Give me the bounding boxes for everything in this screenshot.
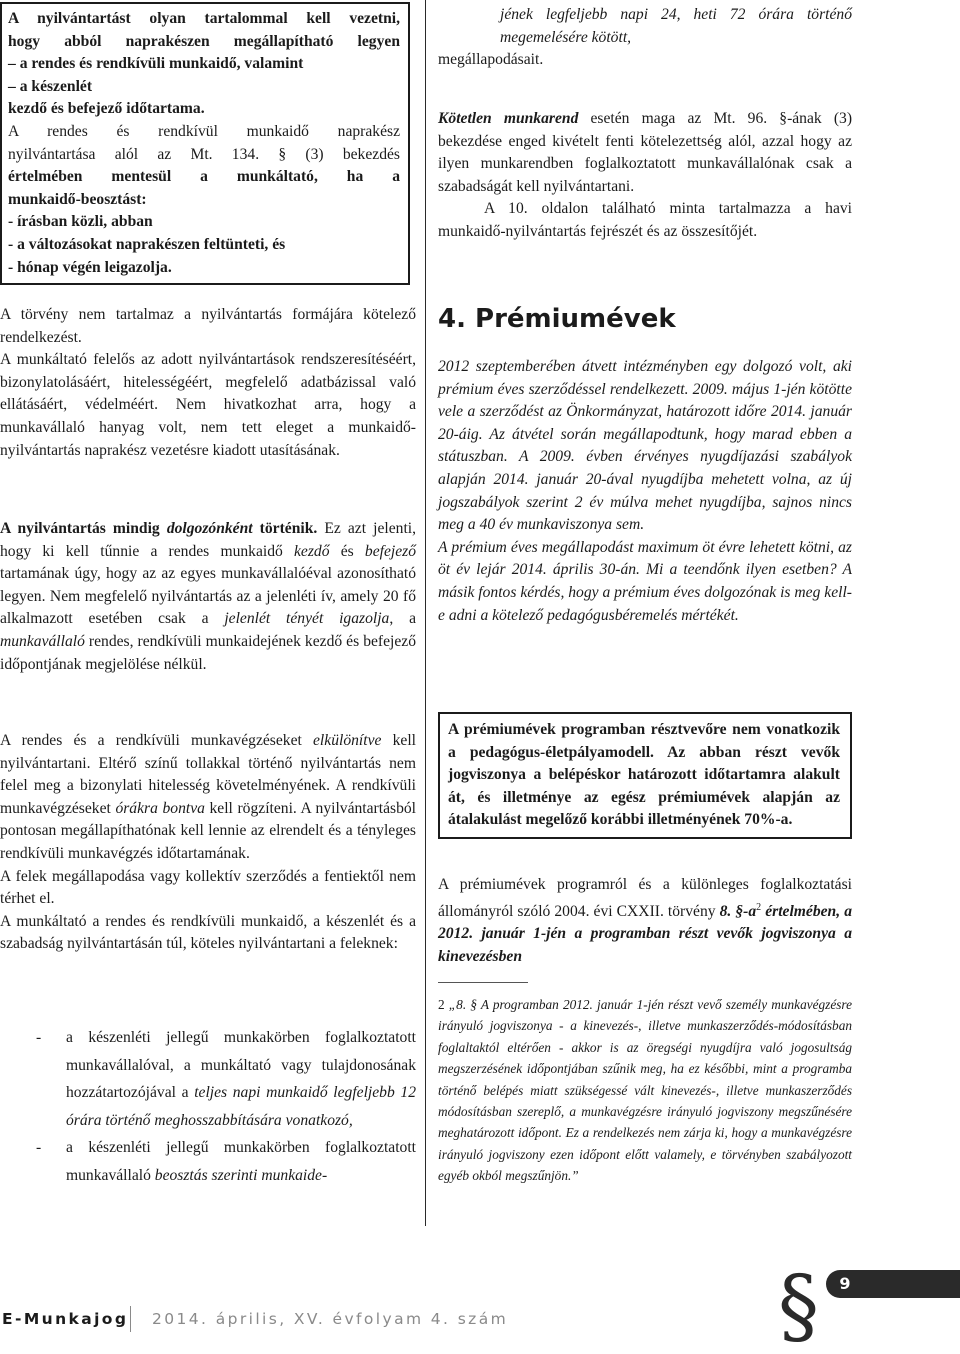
box-line: – a készenlét	[8, 77, 93, 95]
obligation-list	[0, 1024, 416, 1190]
summary-box	[0, 2, 410, 285]
box-line: – a rendes és rendkívüli munkaidő, valamint	[8, 55, 304, 73]
list-continuation	[438, 4, 852, 72]
paragraph-text: A 10. oldalon található minta tartalmazza a havi munkaidő-nyilvántartás fejrészét és az összesítőjét.	[438, 200, 852, 240]
paragraph-text: A prémium éves megállapodást maximum öt évre lehetett kötni, az öt év lejár 2014. április 30-án. Mi a teendőnk ilyen esetben? A másik fontos kérdés, hogy a prémium éves dolgozónak is meg kell-e adni a kötelező pedagógusbéremelés mértékét.	[438, 538, 852, 624]
section-heading: 4. Prémiumévek	[438, 304, 676, 334]
column-divider	[425, 0, 426, 1226]
footnote-rule	[438, 982, 528, 983]
question-block	[438, 356, 852, 627]
paragraph-text: A felek megállapodása vagy kollektív szerződés a fentiektől nem térhet el.	[0, 867, 416, 908]
paragraph-text: A rendes és a rendkívüli munkavégzéseket elkülönítve kell nyilvántartani. Eltérő színű tollakkal történő nyilvántartás nem felel meg a bizonylati hitelesség követelményének. A rendkívüli munkavégzéseket órákra bontva kell rögzíteni. A nyilvántartásból pontosan megállapíthatónak kell lennie az elrendelt és a tényleges rendkívüli munkavégzés időtartamának.	[0, 732, 416, 862]
box-line: A nyilvántartást olyan tartalommal kell vezetni,	[8, 10, 400, 27]
paragraph-text: 2012 szeptemberében átvett intézményben egy dolgozó volt, aki prémium éves szerződéssel rendelkezett. 2009. május 1-jén kötötte vele a szerződést az Önkormányzat, határozott időre 2014. január 20-áig. Az átvétel során megállapodtunk, hogy marad ebben a státuszban. A 2009. évben érvényes nyugdíjazási szabályok alapján 2014. január 20-ával nyugdíjba mehetett volna, az új jogszabályok szerint 2 év múlva mehet nyugdíjba, sajnos nincs meg a 40 év munkaviszonya sem.	[438, 358, 852, 534]
paragraph-form	[0, 304, 416, 462]
paragraph-text: A törvény nem tartalmaz a nyilvántartás formájára kötelező rendelkezést.	[0, 306, 416, 346]
box-line: értelmében mentesül a munkáltató, ha a	[8, 168, 400, 186]
box-line: - hónap végén leigazolja.	[8, 258, 172, 276]
paragraph-per-employee	[0, 518, 416, 676]
answer-box: A prémiumévek programban résztvevőre nem vonatkozik a pedagógus-életpályamodell. Az abban részt vevők jogviszonya a belépéskor határozott időtartamra alakult át, és illetménye az egész prémiumévek alapján az átalakulást megelőző korábbi illetményének 70%-a.	[438, 712, 852, 839]
box-line: - írásban közli, abban	[8, 213, 153, 231]
paragraph-text: A prémiumévek programról és a különleges foglalkoztatási állományról szóló 2004. évi CXXII. törvény 8. $\S-a^2$ értelmében, a 2012. január 1-jén a programban részt vevők jogviszonya a kinevezésben	[438, 876, 852, 965]
box-line: hogy abból naprakészen megállapítható legyen	[8, 32, 400, 50]
paragraph-flexible-schedule	[438, 108, 852, 244]
footnote	[438, 994, 852, 1187]
footer-divider	[130, 1306, 131, 1332]
box-line: kezdő és befejező időtartama.	[8, 100, 205, 118]
paragraph-separate-records	[0, 730, 416, 956]
paragraph-law-reference	[438, 874, 852, 969]
issue-info: 2014. április, XV. évfolyam 4. szám	[152, 1310, 509, 1328]
box-line: munkaidő-beosztást:	[8, 190, 147, 208]
list-item: - a készenléti jellegű munkakörben foglalkoztatott munkavállalóval, a munkáltató vagy tulajdonosának hozzátartozójával a teljes napi munkaidő legfeljebb 12 órára történő meghosszabbítására vonatkozó,	[36, 1029, 416, 1129]
footnote-text: 2 „8. § A programban 2012. január 1-jén részt vevő személy munkavégzésre irányuló jogviszonya - a kinevezés-, illetve munkaszerződés-módosításban foglaltaktól eltérően - akkor is az öregségi nyugdíjra való jogosultság megszerzésének időpontjában szűnik meg, ha ez későbbi, mint a programba történő belépés miatt szükségessé vált kinevezés-, illetve munkaszerződés módosításban szereplő, a munkavégzésre irányuló jogviszony megszűnésére meghatározott időpont. Ez a rendelkezés nem zárja ki, hogy a munkavégzésre irányuló jogviszony ezen időpont előtt valamely, e törvényben szabályozott egyéb okból megszűnjön.”	[438, 997, 852, 1184]
list-item: - a készenléti jellegű munkakörben foglalkoztatott munkavállaló beosztás szerinti munkaide-	[36, 1139, 416, 1184]
publication-title: E-Munkajog	[2, 1310, 129, 1328]
paragraph-sign-icon: §	[778, 1259, 819, 1354]
paragraph-text: A munkáltató a rendes és rendkívüli munkaidő, a készenlét és a szabadság nyilvántartásán túl, köteles nyilvántartani a feleknek:	[0, 912, 416, 953]
page-number: 9	[839, 1274, 851, 1293]
box-line: A rendes és rendkívül munkaidő naprakész	[8, 122, 400, 140]
paragraph-text: A nyilvántartás mindig dolgozónként történik. Ez azt jelenti, hogy ki kell tűnnie a rendes munkaidő kezdő és befejező tartamának úgy, hogy az az egyes munkavállalóéval azonosítható legyen. Nem megfelelő nyilvántartás az a jelenléti ív, amely 20 fő alkalmazott esetében csak a jelenlét tényét igazolja, a munkavállaló rendes, rendkívüli munkaidejének kezdő és befejező időpontjának megjelölése nélkül.	[0, 520, 417, 673]
paragraph-text: jének legfeljebb napi 24, heti 72 órára történő megemelésére kötött,	[500, 6, 852, 46]
paragraph-text: megállapodásait.	[438, 51, 544, 69]
paragraph-text: Kötetlen munkarend esetén maga az Mt. 96. §-ának (3) bekezdése enged kivételt fenti kötelezettség alól, azzal hogy az ilyen munkarendben foglalkoztatott munkavállalónak csak a szabadságát kell nyilvántartani.	[438, 110, 853, 195]
box-line: - a változásokat naprakészen feltünteti, és	[8, 235, 286, 253]
box-line: nyilvántartása alól az Mt. 134. § (3) bekezdés	[8, 145, 400, 163]
paragraph-text: A munkáltató felelős az adott nyilvántartások rendszeresítéséért, bizonylatolásáért, hitelességéért, megfelelő adatbázissal való ellátásáért, védelméért. Nem hivatkozhat arra, hogy a munkavállaló hanyag volt, nem tett eleget a munkaidő-nyilvántartás naprakész vezetésre kiadott utasításának.	[0, 351, 416, 459]
